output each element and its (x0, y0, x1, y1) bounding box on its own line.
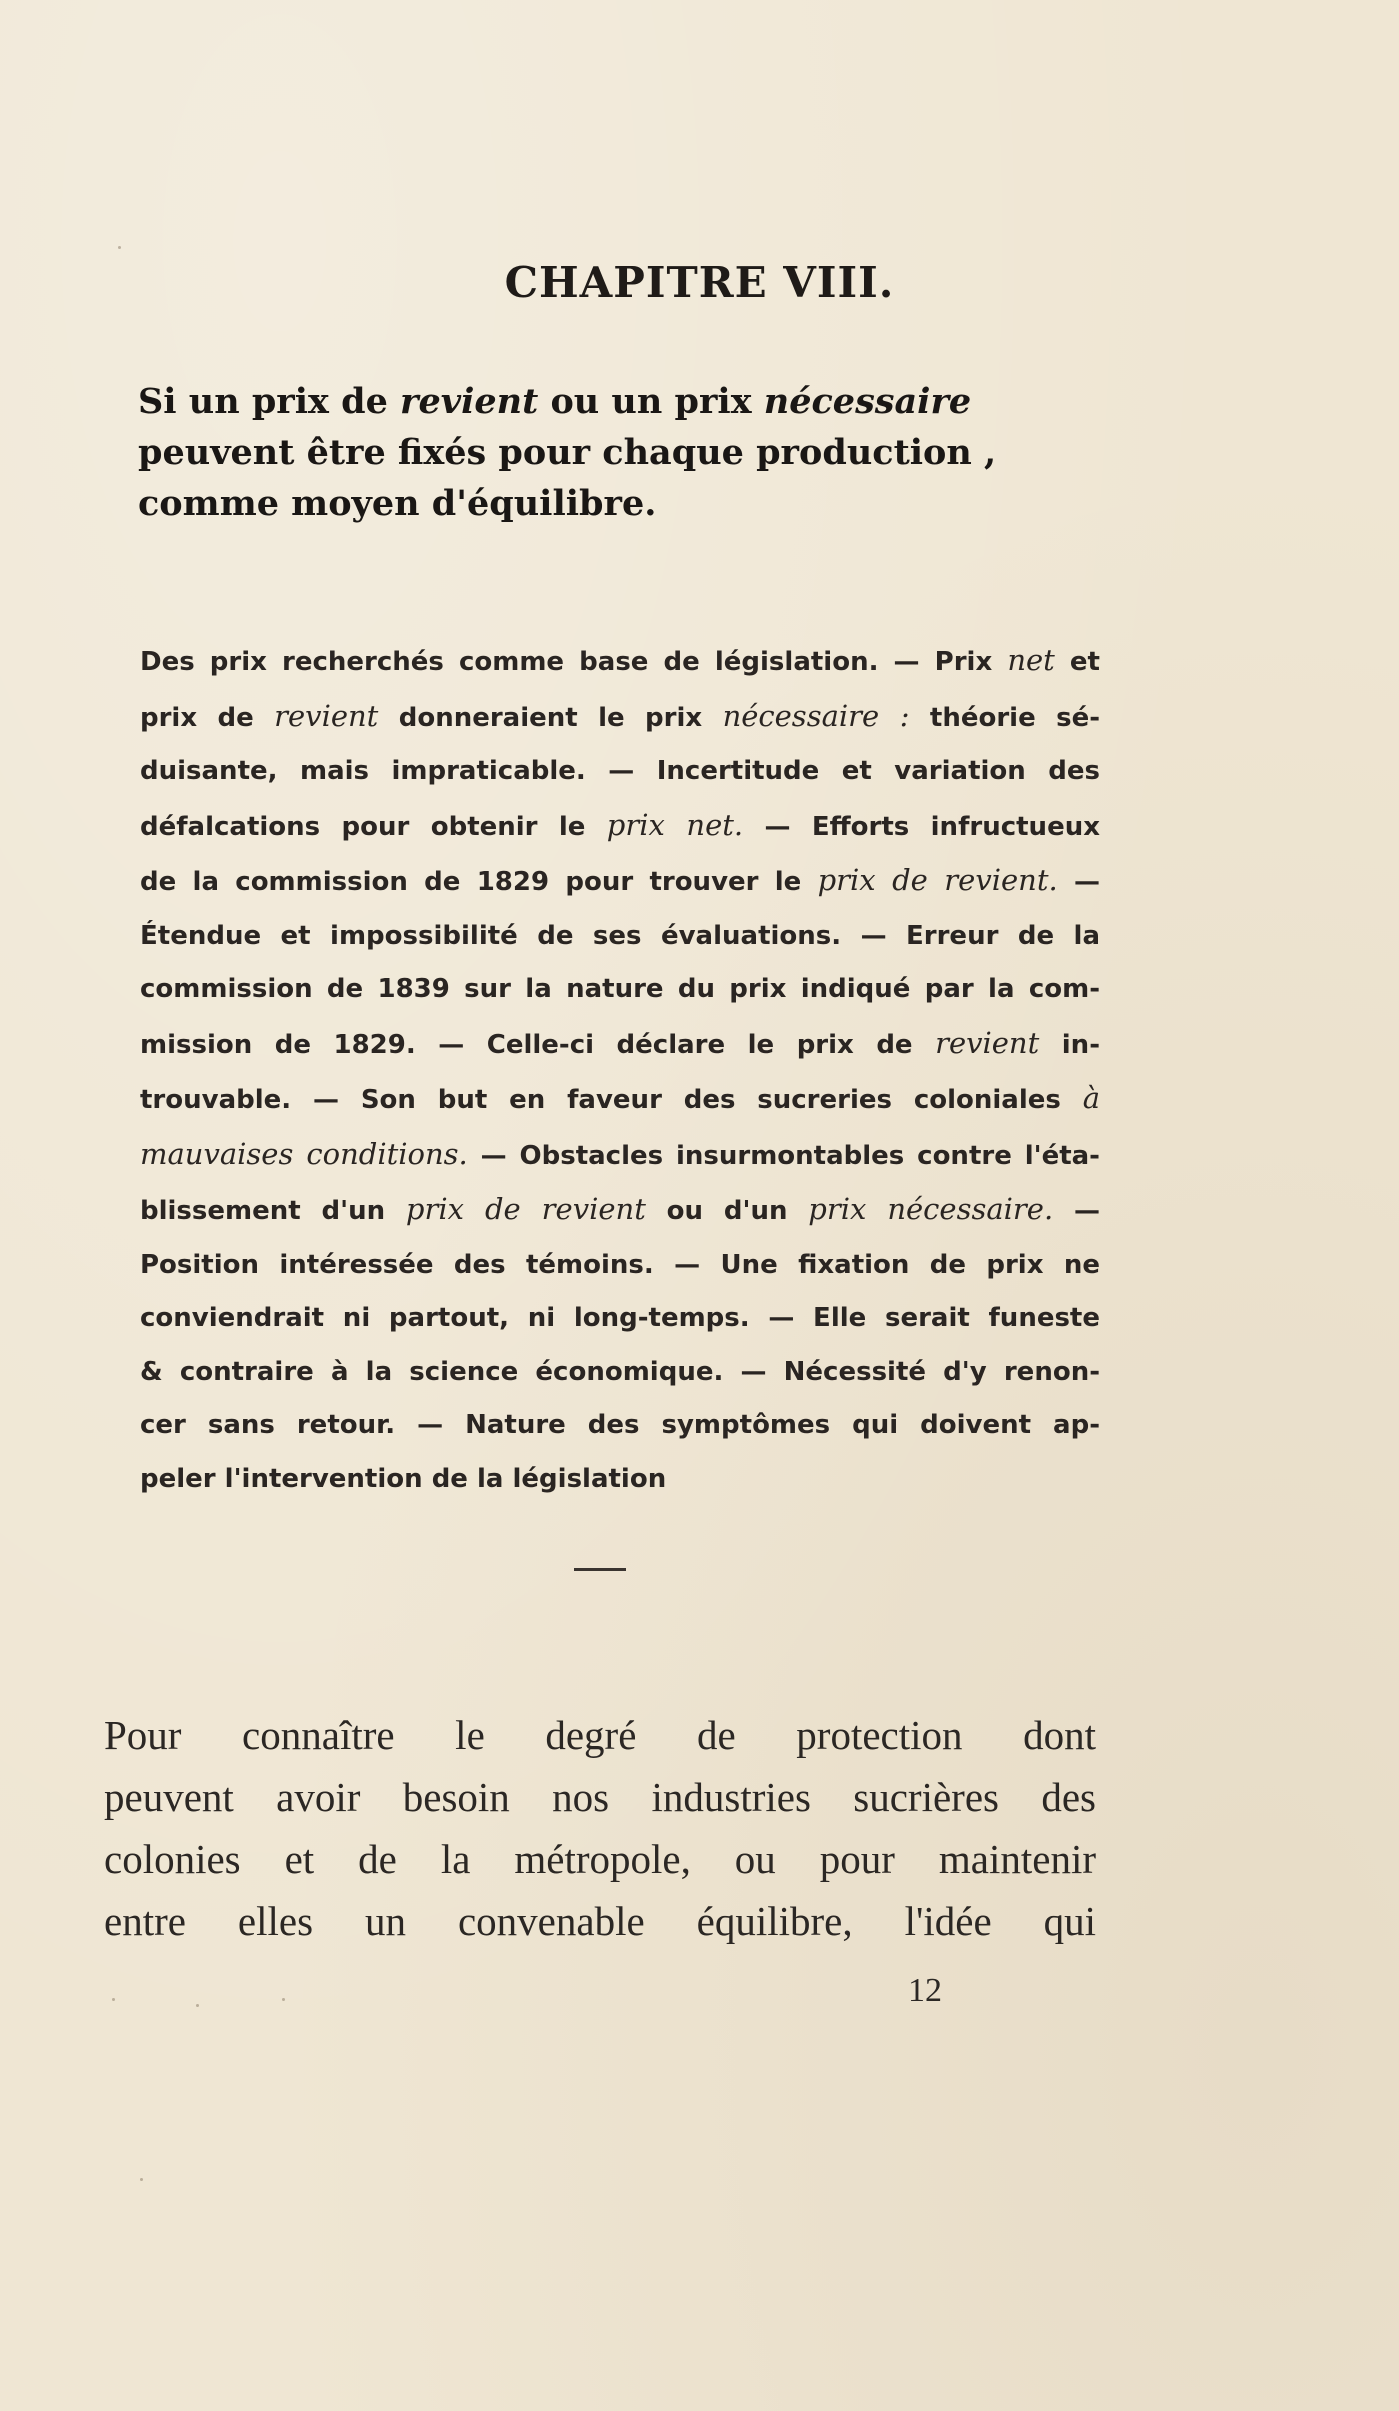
summary-line: Des prix recherchés comme base de législation. — Prix net et (140, 643, 1100, 677)
subtitle-line: peuvent être fixés pour chaque production , (138, 432, 997, 473)
summary-line: trouvable. — Son but en faveur des sucreries coloniales à (140, 1081, 1100, 1115)
page-number: 12 (908, 1972, 942, 2009)
summary-line: blissement d'un prix de revient ou d'un prix nécessaire. — (140, 1192, 1100, 1226)
paper-speck (118, 246, 121, 249)
chapter-subtitle (138, 376, 1138, 529)
summary-line: de la commission de 1829 pour trouver le prix de revient. — (140, 863, 1100, 897)
summary-line: commission de 1839 sur la nature du prix indiqué par la com- (140, 974, 1100, 1004)
subtitle-line: Si un prix de revient ou un prix nécessaire (138, 381, 972, 422)
summary-line: défalcations pour obtenir le prix net. — Efforts infructueux (140, 807, 1100, 842)
summary-line: & contraire à la science économique. — Nécessité d'y renon- (140, 1356, 1100, 1387)
subtitle-line: comme moyen d'équilibre. (138, 483, 657, 524)
chapter-summary (140, 634, 1100, 1506)
summary-line: cer sans retour. — Nature des symptômes qui doivent ap- (140, 1410, 1100, 1440)
summary-line: peler l'intervention de la législation (140, 1463, 667, 1494)
body-paragraph (104, 1704, 1096, 1952)
body-line: entre elles un convenable équilibre, l'idée qui (104, 1898, 1096, 1944)
summary-line: duisante, mais impraticable. — Incertitude et variation des (140, 756, 1100, 786)
paper-speck (282, 1998, 285, 2001)
summary-line: mission de 1829. — Celle-ci déclare le prix de revient in- (140, 1025, 1100, 1060)
summary-line: conviendrait ni partout, ni long-temps. — Elle serait funeste (140, 1303, 1100, 1333)
summary-line: Position intéressée des témoins. — Une fixation de prix ne (140, 1249, 1100, 1280)
summary-line: mauvaises conditions. — Obstacles insurmontables contre l'éta- (140, 1136, 1100, 1171)
chapter-title: CHAPITRE VIII. (504, 258, 895, 307)
summary-line: prix de revient donneraient le prix nécessaire : théorie sé- (140, 698, 1100, 733)
section-separator (574, 1568, 626, 1571)
body-line: colonies et de la métropole, ou pour maintenir (104, 1836, 1096, 1882)
body-line: peuvent avoir besoin nos industries sucrières des (104, 1774, 1096, 1820)
body-line: Pour connaître le degré de protection dont (104, 1712, 1096, 1758)
paper-speck (112, 1998, 115, 2001)
paper-speck (140, 2178, 143, 2181)
summary-line: Étendue et impossibilité de ses évaluations. — Erreur de la (140, 920, 1100, 951)
paper-speck (196, 2004, 199, 2007)
